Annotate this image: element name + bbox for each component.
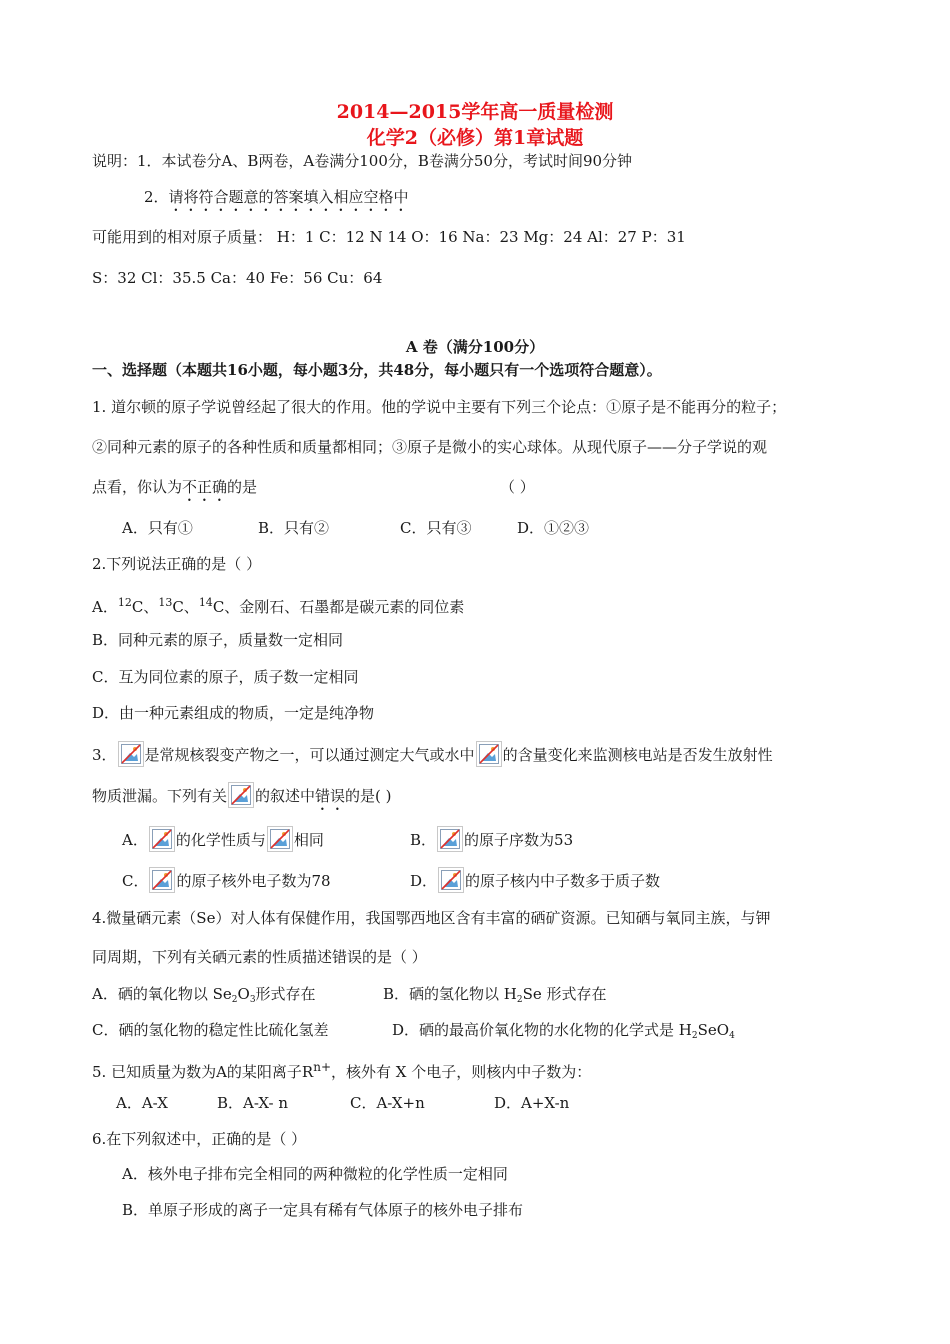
q4-line-2: 同周期，下列有关硒元素的性质描述错误的是（ ） (92, 948, 427, 966)
broken-image-icon (149, 826, 175, 852)
q3-text-1: 是常规核裂变产物之一，可以通过测定大气或水中 (144, 746, 475, 764)
q3-line-2-c: 的是( ) (345, 787, 392, 805)
q2-a-text: C、金刚石、石墨都是碳元素的同位素 (212, 598, 465, 616)
q3-a-label: A． (122, 831, 148, 849)
q4-a-suffix: 形式存在 (255, 985, 316, 1003)
q5-option-d: D．A+X-n (494, 1094, 570, 1112)
q4-option-c: C．硒的氢化物的稳定性比硫化氢差 (92, 1021, 329, 1039)
mass-number: 13 (158, 596, 173, 609)
subscript: 2 (516, 995, 523, 1005)
q1-option-b: B．只有② (258, 519, 330, 537)
broken-image-icon (149, 867, 175, 893)
q4-a-text: A．硒的氧化物以 Se (92, 985, 232, 1003)
q4-option-d (392, 1020, 735, 1046)
q3-number: 3． (92, 746, 117, 764)
mass-number: 12 (117, 596, 132, 609)
instructions-number: 2． (144, 188, 169, 206)
q3-option-d (410, 867, 660, 893)
q3-b-label: B． (410, 831, 437, 849)
subscript: 2 (231, 995, 238, 1005)
q1-line-1: 1. 道尔顿的原子学说曾经起了很大的作用。他的学说中主要有下列三个论点：①原子是不能再分的粒子； (92, 398, 787, 416)
q5-option-c: C．A-X+n (350, 1094, 425, 1112)
q5-option-b: B．A-X- n (217, 1094, 289, 1112)
q3-emphasis: 错误 (315, 787, 346, 805)
mass-number: 14 (198, 596, 213, 609)
broken-image-icon (267, 826, 293, 852)
q4-line-1: 4.微量硒元素（Se）对人体有保健作用，我国鄂西地区含有丰富的硒矿资源。已知硒与氧同主族，与钾 (92, 909, 771, 927)
volume-a-title: A 卷（满分100分） (405, 338, 545, 356)
broken-image-icon (228, 782, 254, 808)
q1-line-3-prefix: 点看，你认为 (92, 478, 183, 496)
q1-line-2: ②同种元素的原子的各种性质和质量都相同；③原子是微小的实心球体。从现代原子——分子学说的观 (92, 438, 768, 456)
q2-option-a (92, 593, 464, 617)
q1-answer-paren: （ ） (500, 478, 535, 496)
q4-d-text: D．硒的最高价氧化物的水化物的化学式是 H (392, 1021, 692, 1039)
element-symbol: C、 (131, 598, 159, 616)
q6-stem: 6.在下列叙述中，正确的是（ ） (92, 1130, 307, 1148)
q1-option-d: D．①②③ (517, 519, 590, 537)
q3-line-2 (92, 782, 392, 814)
atomic-masses-line-2: S：32 Cl：35.5 Ca：40 Fe：56 Cu：64 (92, 269, 383, 287)
broken-image-icon (437, 826, 463, 852)
q3-a-text-2: 相同 (293, 831, 324, 849)
q2-option-b: B．同种元素的原子，质量数一定相同 (92, 631, 344, 649)
q1-line-3 (92, 477, 257, 505)
q3-c-text: 的原子核外电子数为78 (176, 872, 331, 890)
q3-a-text-1: 的化学性质与 (175, 831, 266, 849)
q5-suffix: ，核外有 X 个电子，则核内中子数为： (331, 1063, 592, 1081)
q1-option-a: A．只有① (122, 519, 193, 537)
q3-option-b (410, 826, 573, 852)
q3-text-2: 的含量变化来监测核电站是否发生放射性 (502, 746, 773, 764)
q3-c-label: C． (122, 872, 149, 890)
q5-text: 5. 已知质量为数为A的某阳离子R (92, 1063, 314, 1081)
q6-option-b: B．单原子形成的离子一定具有稀有气体原子的核外电子排布 (122, 1201, 524, 1219)
q6-option-a: A．核外电子排布完全相同的两种微粒的化学性质一定相同 (122, 1165, 508, 1183)
q3-d-label: D． (410, 872, 438, 890)
q3-d-text: 的原子核内中子数多于质子数 (465, 872, 661, 890)
q3-line-1 (92, 741, 773, 767)
atomic-masses-line-1: 可能用到的相对原子质量： H：1 C：12 N 14 O：16 Na：23 Mg：24 Al：27 P：31 (92, 228, 686, 246)
q1-option-c: C．只有③ (400, 519, 472, 537)
q2-option-c: C．互为同位素的原子，质子数一定相同 (92, 668, 359, 686)
subscript: 2 (691, 1031, 698, 1041)
q4-b-suffix: Se 形式存在 (522, 985, 607, 1003)
q1-emphasis: 不正确 (182, 478, 228, 496)
charge-superscript: n+ (313, 1060, 332, 1074)
q4-option-b (383, 984, 607, 1010)
exam-title: 2014—2015学年高一质量检测 (336, 101, 614, 123)
q5-option-a: A．A-X (116, 1094, 168, 1112)
broken-image-icon (438, 867, 464, 893)
q1-line-3-suffix: 的是 (227, 478, 258, 496)
q5-stem (92, 1057, 591, 1082)
element-symbol: C、 (172, 598, 199, 616)
q3-line-2-a: 物质泄漏。下列有关 (92, 787, 228, 805)
q2-a-label: A． (92, 598, 118, 616)
q3-option-a (122, 826, 324, 852)
part-one-title: 一、选择题（本题共16小题，每小题3分，共48分，每小题只有一个选项符合题意）。 (92, 361, 662, 379)
element-symbol: O (237, 985, 250, 1003)
subscript: 4 (729, 1031, 735, 1041)
instructions-emphasis: 请将符合题意的答案填入相应空格中 (168, 188, 409, 206)
exam-subtitle: 化学2（必修）第1章试题 (366, 127, 584, 149)
instructions-line-2 (144, 187, 409, 215)
q2-option-d: D．由一种元素组成的物质，一定是纯净物 (92, 704, 375, 722)
instructions-line-1: 说明：1．本试卷分A、B两卷，A卷满分100分，B卷满分50分，考试时间90分钟 (92, 152, 633, 170)
q2-stem: 2.下列说法正确的是（ ） (92, 555, 262, 573)
broken-image-icon (118, 741, 144, 767)
q4-b-text: B．硒的氢化物以 H (383, 985, 517, 1003)
broken-image-icon (476, 741, 502, 767)
q3-line-2-b: 的叙述中 (255, 787, 316, 805)
q3-option-c (122, 867, 331, 893)
subscript: 3 (249, 995, 256, 1005)
formula-part: SeO (697, 1021, 730, 1039)
q3-b-text: 的原子序数为53 (464, 831, 574, 849)
q4-option-a (92, 984, 316, 1010)
